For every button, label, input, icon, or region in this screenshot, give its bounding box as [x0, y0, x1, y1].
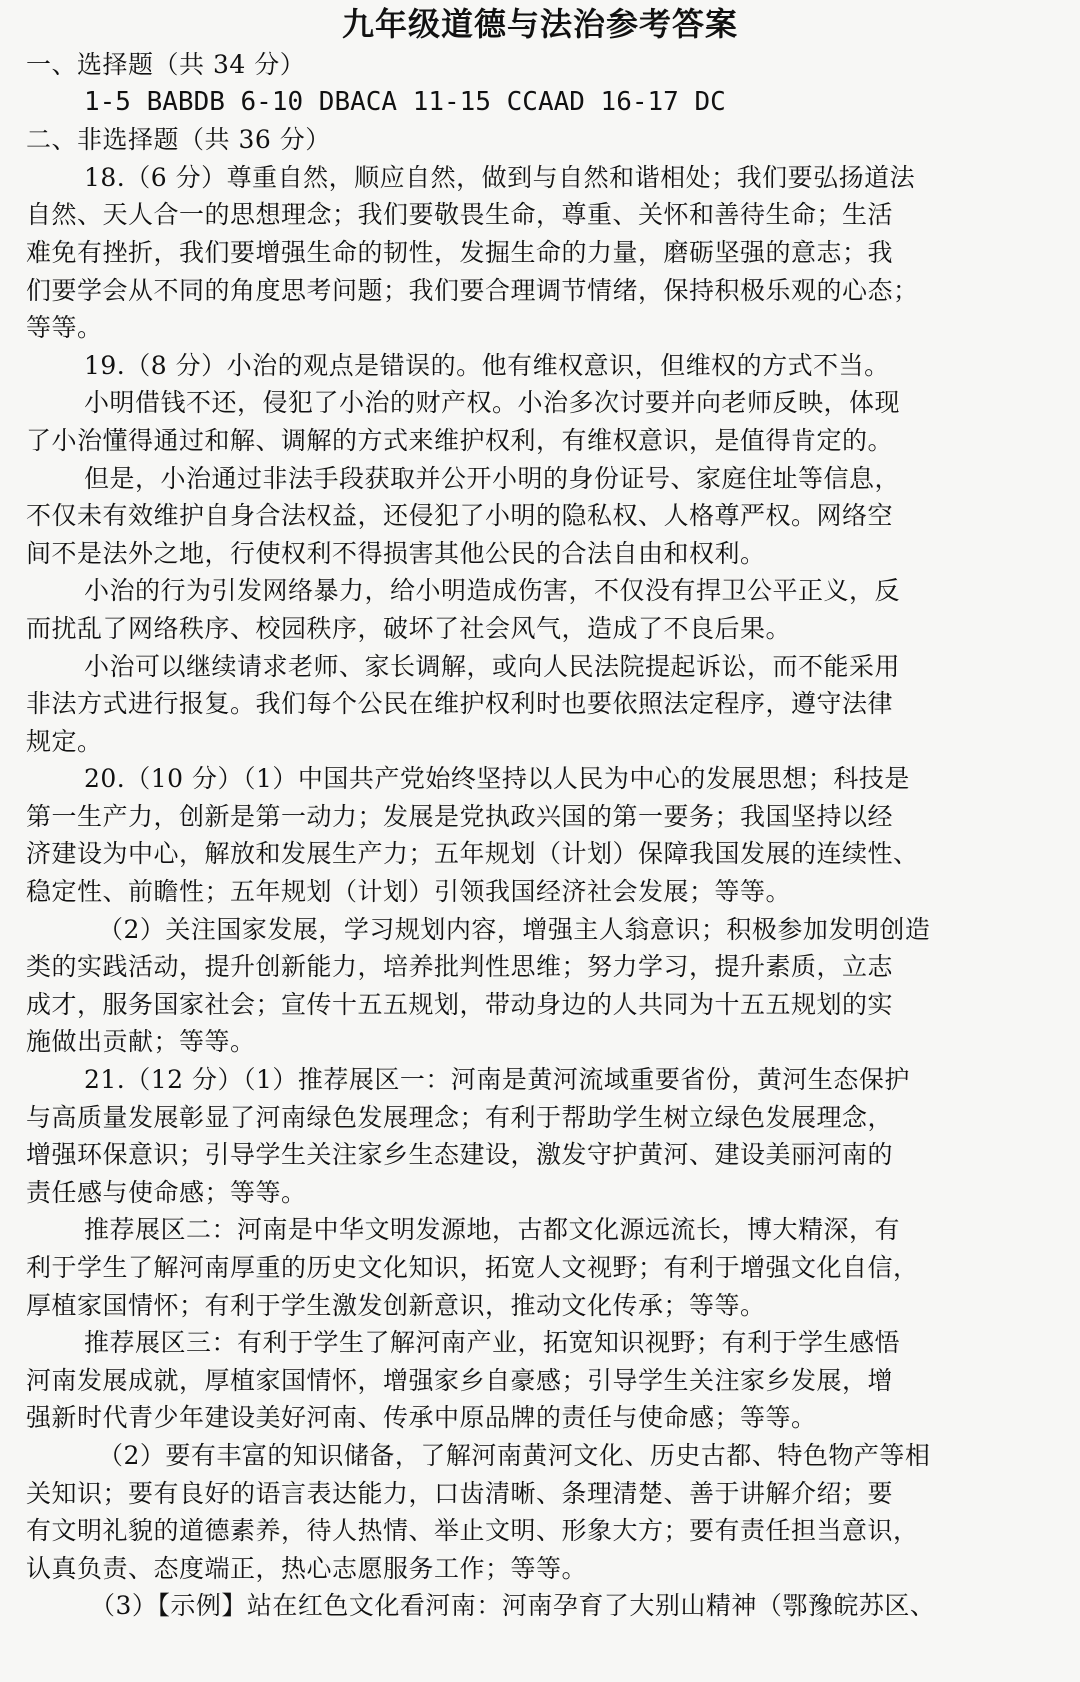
- answer-line: 稳定性、前瞻性；五年规划（计划）引领我国经济社会发展；等等。: [26, 877, 792, 907]
- answer-line: 规定。: [26, 726, 103, 756]
- answer-line: 小明借钱不还，侵犯了小治的财产权。小治多次讨要并向老师反映，体现: [84, 388, 901, 418]
- answer-line: 施做出贡献；等等。: [26, 1027, 256, 1057]
- answer-line: 责任感与使命感；等等。: [26, 1177, 307, 1207]
- answer-line: 强新时代青少年建设美好河南、传承中原品牌的责任与使命感；等等。: [26, 1403, 817, 1433]
- page-title: 九年级道德与法治参考答案: [341, 5, 738, 43]
- answer-line: 难免有挫折，我们要增强生命的韧性，发掘生命的力量，磨砺坚强的意志；我: [26, 237, 894, 267]
- answer-line: 小治的行为引发网络暴力，给小明造成伤害，不仅没有捍卫公平正义，反: [84, 576, 901, 606]
- answer-line: 推荐展区二：河南是中华文明发源地，古都文化源远流长，博大精深，有: [84, 1215, 901, 1245]
- answer-line: （2）关注国家发展，学习规划内容，增强主人翁意识；积极参加发明创造: [98, 914, 931, 944]
- answer-line: 第一生产力，创新是第一动力；发展是党执政兴国的第一要务；我国坚持以经: [26, 801, 894, 831]
- answer-line: 了小治懂得通过和解、调解的方式来维护权利，有维权意识，是值得肯定的。: [26, 425, 894, 455]
- section-heading-choice: 一、选择题（共 34 分）: [26, 50, 306, 79]
- answer-line: 推荐展区三：有利于学生了解河南产业，拓宽知识视野；有利于学生感悟: [84, 1328, 901, 1358]
- answer-line: 20.（10 分）（1）中国共产党始终坚持以人民为中心的发展思想；科技是: [84, 764, 910, 794]
- answer-line: 不仅未有效维护自身合法权益，还侵犯了小明的隐私权、人格尊严权。网络空: [26, 501, 894, 531]
- choice-answers: 1-5 BABDB 6-10 DBACA 11-15 CCAAD 16-17 DC: [84, 86, 726, 117]
- answer-line: 增强环保意识；引导学生关注家乡生态建设，激发守护黄河、建设美丽河南的: [26, 1140, 894, 1170]
- answer-line: 小治可以继续请求老师、家长调解，或向人民法院提起诉讼，而不能采用: [84, 651, 901, 681]
- answer-line: 与高质量发展彰显了河南绿色发展理念；有利于帮助学生树立绿色发展理念，: [26, 1102, 894, 1132]
- answer-line: 而扰乱了网络秩序、校园秩序，破坏了社会风气，造成了不良后果。: [26, 613, 792, 643]
- answer-line: 成才，服务国家社会；宣传十五五规划，带动身边的人共同为十五五规划的实: [26, 989, 894, 1019]
- answer-line: 认真负责、态度端正，热心志愿服务工作；等等。: [26, 1553, 588, 1583]
- answer-line: 有文明礼貌的道德素养，待人热情、举止文明、形象大方；要有责任担当意识，: [26, 1516, 919, 1546]
- answer-line: 利于学生了解河南厚重的历史文化知识，拓宽人文视野；有利于增强文化自信，: [26, 1253, 919, 1282]
- answer-line: 济建设为中心，解放和发展生产力；五年规划（计划）保障我国发展的连续性、: [26, 839, 919, 869]
- answer-line: （3）【示例】站在红色文化看河南：河南孕育了大别山精神（鄂豫皖苏区、: [90, 1591, 936, 1621]
- answer-line: 18.（6 分）尊重自然，顺应自然，做到与自然和谐相处；我们要弘扬道法: [84, 162, 916, 192]
- section-heading-nonchoice: 二、非选择题（共 36 分）: [26, 125, 331, 155]
- answer-line: 19.（8 分）小治的观点是错误的。他有维权意识，但维权的方式不当。: [84, 350, 890, 380]
- answer-line: 非法方式进行报复。我们每个公民在维护权利时也要依照法定程序，遵守法律: [26, 689, 894, 719]
- answer-line: 厚植家国情怀；有利于学生激发创新意识，推动文化传承；等等。: [26, 1290, 766, 1320]
- answer-line: 自然、天人合一的思想理念；我们要敬畏生命，尊重、关怀和善待生命；生活: [26, 200, 894, 230]
- answer-line: 们要学会从不同的角度思考问题；我们要合理调节情绪，保持积极乐观的心态；: [26, 275, 919, 305]
- answer-line: 关知识；要有良好的语言表达能力，口齿清晰、条理清楚、善于讲解介绍；要: [26, 1478, 894, 1508]
- answer-line: （2）要有丰富的知识储备，了解河南黄河文化、历史古都、特色物产等相: [98, 1440, 931, 1470]
- answer-line: 21.（12 分）（1）推荐展区一：河南是黄河流域重要省份，黄河生态保护: [84, 1065, 910, 1095]
- answer-line: 等等。: [26, 313, 103, 343]
- answer-line: 类的实践活动，提升创新能力，培养批判性思维；努力学习，提升素质，立志: [26, 952, 894, 982]
- answer-line: 间不是法外之地，行使权利不得损害其他公民的合法自由和权利。: [26, 538, 766, 568]
- answer-line: 河南发展成就，厚植家国情怀，增强家乡自豪感；引导学生关注家乡发展，增: [26, 1365, 894, 1395]
- answer-line: 但是，小治通过非法手段获取并公开小明的身份证号、家庭住址等信息，: [84, 463, 901, 493]
